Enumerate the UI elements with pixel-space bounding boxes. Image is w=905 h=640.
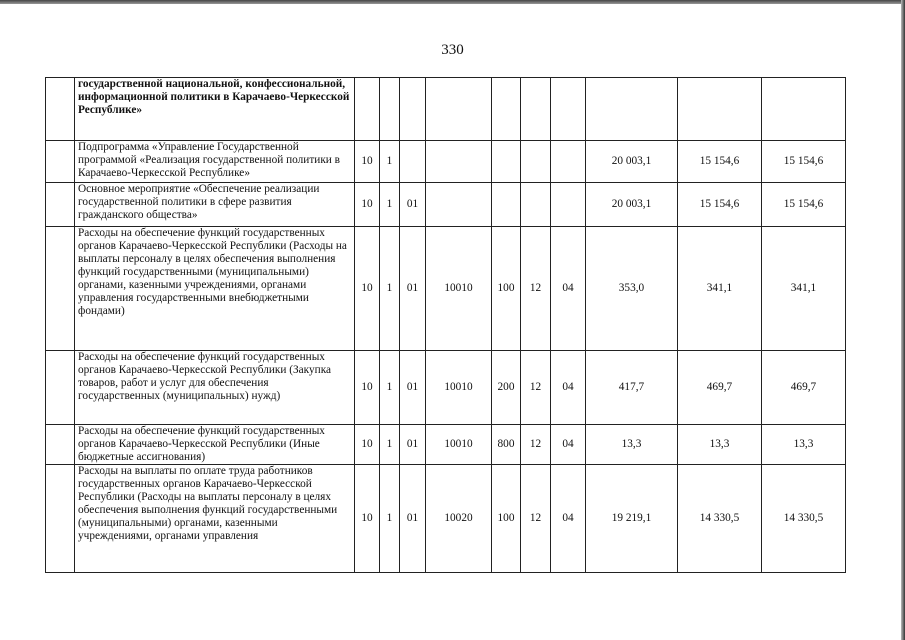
amount-year-1-cell: 20 003,1: [586, 141, 678, 183]
kvr-code-cell: [492, 78, 521, 141]
subsection-code-cell: 1: [380, 227, 400, 351]
table-row: [46, 465, 846, 573]
expense-code-cell: 10010: [426, 425, 492, 465]
amount-year-1-cell: [586, 78, 678, 141]
section-code-cell: 10: [355, 351, 380, 425]
kvr-code-cell: 200: [492, 351, 521, 425]
rz-code-cell: 12: [521, 425, 551, 465]
row-number-cell: [46, 351, 75, 425]
amount-year-2-cell: 14 330,5: [678, 465, 762, 573]
expense-code-cell: 10010: [426, 351, 492, 425]
subsection-code-cell: 1: [380, 183, 400, 227]
rz-code-cell: 12: [521, 227, 551, 351]
kvr-code-cell: [492, 183, 521, 227]
program-code-cell: 01: [400, 465, 426, 573]
program-code-cell: [400, 141, 426, 183]
pr-code-cell: [551, 78, 586, 141]
row-number-cell: [46, 227, 75, 351]
amount-year-3-cell: 13,3: [762, 425, 846, 465]
subsection-code-cell: [380, 78, 400, 141]
amount-year-1-cell: 417,7: [586, 351, 678, 425]
amount-year-3-cell: 14 330,5: [762, 465, 846, 573]
program-code-cell: 01: [400, 183, 426, 227]
pr-code-cell: 04: [551, 227, 586, 351]
item-name-cell: государственной национальной, конфессиональной, информационной политики в Карачаево-Черкесской Республике»: [75, 78, 355, 141]
section-code-cell: 10: [355, 465, 380, 573]
item-name-cell: Расходы на обеспечение функций государственных органов Карачаево-Черкесской Республики (Закупка товаров, работ и услуг для обеспечения государственных (муниципальных) нужд): [75, 351, 355, 425]
amount-year-3-cell: [762, 78, 846, 141]
amount-year-2-cell: 341,1: [678, 227, 762, 351]
section-code-cell: 10: [355, 141, 380, 183]
table-row: [46, 351, 846, 425]
budget-table: [45, 77, 846, 573]
table-row: [46, 78, 846, 141]
amount-year-2-cell: 15 154,6: [678, 183, 762, 227]
amount-year-1-cell: 13,3: [586, 425, 678, 465]
rz-code-cell: 12: [521, 351, 551, 425]
subsection-code-cell: 1: [380, 425, 400, 465]
rz-code-cell: [521, 183, 551, 227]
table-row: [46, 183, 846, 227]
pr-code-cell: 04: [551, 425, 586, 465]
kvr-code-cell: [492, 141, 521, 183]
pr-code-cell: 04: [551, 351, 586, 425]
program-code-cell: 01: [400, 351, 426, 425]
amount-year-2-cell: [678, 78, 762, 141]
page-number: 330: [441, 42, 464, 58]
kvr-code-cell: 800: [492, 425, 521, 465]
table-row: [46, 425, 846, 465]
scan-edge-right: [901, 0, 905, 640]
pr-code-cell: 04: [551, 465, 586, 573]
amount-year-1-cell: 20 003,1: [586, 183, 678, 227]
subsection-code-cell: 1: [380, 465, 400, 573]
rz-code-cell: 12: [521, 465, 551, 573]
item-name-cell: Расходы на обеспечение функций государственных органов Карачаево-Черкесской Республики (Иные бюджетные ассигнования): [75, 425, 355, 465]
program-code-cell: [400, 78, 426, 141]
expense-code-cell: [426, 78, 492, 141]
row-number-cell: [46, 425, 75, 465]
row-number-cell: [46, 183, 75, 227]
kvr-code-cell: 100: [492, 465, 521, 573]
item-name-cell: Расходы на обеспечение функций государственных органов Карачаево-Черкесской Республики (Расходы на выплаты персоналу в целях обеспечения выполнения функций государственными (муниципальными) органами, казенными учреждениями, органами управления государственными внебюджетными фондами): [75, 227, 355, 351]
amount-year-3-cell: 469,7: [762, 351, 846, 425]
expense-code-cell: [426, 183, 492, 227]
row-number-cell: [46, 465, 75, 573]
pr-code-cell: [551, 141, 586, 183]
section-code-cell: 10: [355, 227, 380, 351]
item-name-cell: Основное мероприятие «Обеспечение реализации государственной политики в сфере развития гражданского общества»: [75, 183, 355, 227]
amount-year-2-cell: 469,7: [678, 351, 762, 425]
section-code-cell: 10: [355, 425, 380, 465]
table-row: [46, 141, 846, 183]
expense-code-cell: [426, 141, 492, 183]
amount-year-2-cell: 13,3: [678, 425, 762, 465]
expense-code-cell: 10020: [426, 465, 492, 573]
kvr-code-cell: 100: [492, 227, 521, 351]
amount-year-3-cell: 15 154,6: [762, 183, 846, 227]
subsection-code-cell: 1: [380, 141, 400, 183]
rz-code-cell: [521, 78, 551, 141]
amount-year-2-cell: 15 154,6: [678, 141, 762, 183]
amount-year-3-cell: 15 154,6: [762, 141, 846, 183]
section-code-cell: 10: [355, 183, 380, 227]
table-row: [46, 227, 846, 351]
item-name-cell: Подпрограмма «Управление Государственной программой «Реализация государственной политики в Карачаево-Черкесской Республике»: [75, 141, 355, 183]
amount-year-1-cell: 19 219,1: [586, 465, 678, 573]
rz-code-cell: [521, 141, 551, 183]
pr-code-cell: [551, 183, 586, 227]
row-number-cell: [46, 78, 75, 141]
section-code-cell: [355, 78, 380, 141]
program-code-cell: 01: [400, 425, 426, 465]
row-number-cell: [46, 141, 75, 183]
expense-code-cell: 10010: [426, 227, 492, 351]
item-name-cell: Расходы на выплаты по оплате труда работников государственных органов Карачаево-Черкесской Республики (Расходы на выплаты персоналу в целях обеспечения выполнения функций государственными (муниципальными) органами, казенными учреждениями, органами управления: [75, 465, 355, 573]
program-code-cell: 01: [400, 227, 426, 351]
amount-year-3-cell: 341,1: [762, 227, 846, 351]
subsection-code-cell: 1: [380, 351, 400, 425]
scan-edge-top: [0, 0, 905, 4]
amount-year-1-cell: 353,0: [586, 227, 678, 351]
